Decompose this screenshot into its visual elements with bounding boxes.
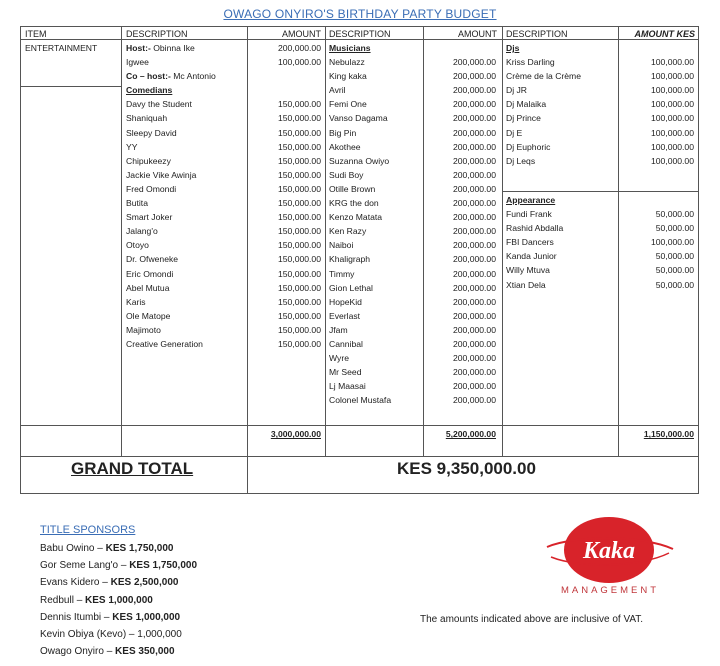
line-item-amount: 100,000.00 [650,99,694,110]
header-description: DESCRIPTION [329,29,391,39]
line-item-amount: 200,000.00 [452,268,496,279]
line-item-amount: 150,000.00 [277,141,321,152]
line-item-description: Jackie Vike Awinja [126,169,197,180]
sponsors-list [40,540,197,660]
line-item-description: Fundi Frank [506,209,552,220]
line-item-description: Nebulazz [329,57,365,68]
line-item-amount: 150,000.00 [277,198,321,209]
line-item-amount: 100,000.00 [650,127,694,138]
line-item-amount: 200,000.00 [452,183,496,194]
line-item-description: Dj E [506,127,523,138]
line-item-description: Creative Generation [126,338,203,349]
line-item-description: Big Pin [329,127,357,138]
line-item-amount: 100,000.00 [650,141,694,152]
logo-emblem [535,513,685,601]
line-item-amount: 150,000.00 [277,183,321,194]
line-item-amount [618,193,694,207]
line-item-amount: 200,000.00 [452,57,496,68]
line-item-amount: 100,000.00 [650,85,694,96]
budget-table [20,26,699,494]
sponsor-item [40,592,197,609]
line-item-description: Femi One [329,99,367,110]
line-item-description: Majimoto [126,324,161,335]
line-item-description: Wyre [329,353,349,364]
line-item-description: Akothee [329,141,361,152]
line-item-description: Karis [126,296,146,307]
line-item-description: Shaniquah [126,113,168,124]
section-divider [502,191,698,192]
total-djs: 1,150,000.00 [643,429,694,439]
line-item-description: Colonel Mustafa [329,395,392,406]
line-item-description: HopeKid [329,296,362,307]
col1-amounts [247,41,321,351]
col2-amounts [423,41,496,407]
line-item-amount: 150,000.00 [277,282,321,293]
total-musicians: 5,200,000.00 [445,429,496,439]
line-item-amount: 100,000.00 [650,57,694,68]
line-item-amount: 50,000.00 [655,223,694,234]
section-heading: Comedians [126,85,173,96]
line-item-amount: 200,000.00 [452,85,496,96]
line-item-amount: 200,000.00 [452,198,496,209]
line-item-description: Fred Omondi [126,183,177,194]
line-item-amount: 200,000.00 [452,338,496,349]
line-item-description: Timmy [329,268,355,279]
line-item-description: Otille Brown [329,183,376,194]
row-divider [21,86,121,87]
line-item-description: Co – host:- Mc Antonio [126,71,216,82]
col-divider [121,27,122,456]
line-item-description: Kriss Darling [506,57,555,68]
line-item-description: Jalang'o [126,226,158,237]
line-item-amount: 200,000.00 [452,310,496,321]
line-item-amount: 200,000.00 [452,324,496,335]
header-amount-kes: AMOUNT KES [634,29,695,39]
kaka-management-logo [535,513,685,601]
grandtotal-divider [21,456,698,457]
line-item-amount: 50,000.00 [655,251,694,262]
sponsor-amount: KES 2,500,000 [110,577,179,589]
line-item-description: Suzanna Owiyo [329,155,390,166]
line-item-amount: 50,000.00 [655,209,694,220]
item-label: ENTERTAINMENT [25,43,98,53]
line-item-description: King kaka [329,71,367,82]
header-description: DESCRIPTION [506,29,568,39]
sponsor-name: Gor Seme Lang'o – [40,560,130,572]
sponsor-name: Evans Kidero – [40,577,111,589]
col1-descriptions [126,41,246,351]
line-item-amount: 150,000.00 [277,155,321,166]
line-item-description: Chipukeezy [126,155,171,166]
line-item-description: Abel Mutua [126,282,170,293]
line-item-amount: 200,000.00 [452,395,496,406]
section-heading: Appearance [506,195,556,205]
line-item-amount: 200,000.00 [452,353,496,364]
line-item-description: Kanda Junior [506,251,557,262]
sponsor-amount: KES 1,750,000 [129,560,198,572]
line-item-description: Avril [329,85,346,96]
line-item-description: YY [126,141,138,152]
col3-amounts [618,41,694,168]
line-item-description: Everlast [329,310,361,321]
sponsor-name: Owago Onyiro – [40,646,116,658]
line-item-amount: 100,000.00 [650,237,694,248]
line-item-amount: 150,000.00 [277,113,321,124]
budget-title: OWAGO ONYIRO'S BIRTHDAY PARTY BUDGET [223,7,497,21]
line-item-description: Dj Prince [506,113,541,124]
sponsor-item [40,609,197,626]
line-item-amount: 200,000.00 [452,99,496,110]
line-item-amount: 150,000.00 [277,268,321,279]
line-item-amount: 200,000.00 [452,113,496,124]
sponsor-name: Dennis Itumbi – [40,611,113,623]
line-item-amount: 200,000.00 [452,226,496,237]
line-item-amount: 200,000.00 [452,155,496,166]
line-item-amount: 200,000.00 [452,367,496,378]
section-heading: Musicians [329,43,371,53]
sponsor-item [40,626,197,643]
line-item-amount: 200,000.00 [277,43,321,53]
line-item-description: Davy the Student [126,99,192,110]
line-item-description: Crème de la Crème [506,71,581,82]
line-item-description: Dj Malaika [506,99,547,110]
line-item-description: KRG the don [329,198,379,209]
line-item-description: Kenzo Matata [329,212,383,223]
line-item-amount [247,83,321,97]
line-item-amount: 50,000.00 [655,265,694,276]
line-item-amount: 200,000.00 [452,127,496,138]
line-item-description: Smart Joker [126,212,173,223]
line-item-amount: 200,000.00 [452,254,496,265]
line-item-description: Jfam [329,324,348,335]
col2-descriptions [329,41,423,407]
line-item-description: Sleepy David [126,127,177,138]
line-item-description: Dr. Ofweneke [126,254,179,265]
line-item-amount [247,69,321,83]
header-amount: AMOUNT [458,29,497,39]
sponsor-amount: KES 1,000,000 [85,594,153,606]
line-item-amount: 150,000.00 [277,254,321,265]
grand-total-label: GRAND TOTAL [71,459,194,478]
grand-total-amount: KES 9,350,000.00 [397,459,536,478]
line-item-description: Eric Omondi [126,268,174,279]
vat-footnote: The amounts indicated above are inclusive of VAT. [420,614,644,625]
line-item-description: Cannibal [329,338,363,349]
line-item-description: Mr Seed [329,367,362,378]
totals-divider [21,425,698,426]
line-item-amount: 150,000.00 [277,338,321,349]
col-divider [502,27,503,456]
line-item-description: Ken Razy [329,226,367,237]
line-item-description: Dj Euphoric [506,141,551,152]
line-item-description: Lj Maasai [329,381,366,392]
sponsors-title: TITLE SPONSORS [40,524,136,536]
line-item-description: Sudi Boy [329,169,364,180]
line-item-amount: 150,000.00 [277,99,321,110]
line-item-description: Ole Matope [126,310,171,321]
line-item-amount: 200,000.00 [452,141,496,152]
line-item-amount: 150,000.00 [277,240,321,251]
header-divider [21,39,698,40]
line-item-amount: 200,000.00 [452,296,496,307]
line-item-description: Dj Leqs [506,155,536,166]
line-item-description: Dj JR [506,85,528,96]
line-item-amount: 100,000.00 [650,155,694,166]
line-item-description: Igwee [126,57,149,68]
line-item-amount: 150,000.00 [277,169,321,180]
line-item-description: Xtian Dela [506,279,546,290]
col3b-descriptions [506,193,616,292]
line-item-amount: 100,000.00 [650,71,694,82]
sponsor-item [40,574,197,591]
sponsor-amount: KES 350,000 [115,646,175,658]
line-item-description: Otoyo [126,240,149,251]
section-heading: Djs [506,43,520,53]
line-item-description: Rashid Abdalla [506,223,564,234]
col3-descriptions [506,41,616,168]
line-item-amount: 150,000.00 [277,127,321,138]
line-item-amount [423,41,496,55]
total-comedians: 3,000,000.00 [270,429,321,439]
line-item-amount: 150,000.00 [277,226,321,237]
col-divider [325,27,326,456]
header-amount: AMOUNT [282,29,321,39]
sponsor-name: Kevin Obiya (Kevo) – [40,629,138,641]
line-item-amount: 150,000.00 [277,212,321,223]
line-item-amount: 200,000.00 [452,71,496,82]
line-item-amount: 200,000.00 [452,381,496,392]
line-item-description: Vanso Dagama [329,113,388,124]
sponsor-item [40,540,197,557]
line-item-description: Host:- Obinna Ike [126,43,195,53]
col3b-amounts [618,193,694,292]
line-item-description: Gion Lethal [329,282,373,293]
line-item-amount: 200,000.00 [452,282,496,293]
line-item-description: Khaligraph [329,254,371,265]
line-item-description: FBI Dancers [506,237,554,248]
line-item-amount: 200,000.00 [452,169,496,180]
line-item-description: Willy Mtuva [506,265,550,276]
sponsor-item [40,643,197,660]
line-item-amount: 200,000.00 [452,212,496,223]
header-item: ITEM [25,29,47,39]
sponsor-amount: 1,000,000 [137,629,182,641]
sponsor-item [40,557,197,574]
logo-subtitle: MANAGEMENT [560,585,660,596]
line-item-amount: 150,000.00 [277,324,321,335]
sponsor-amount: KES 1,750,000 [105,543,174,554]
line-item-amount: 50,000.00 [655,279,694,290]
logo-wordmark: Kaka [582,538,636,564]
header-description: DESCRIPTION [126,29,188,39]
line-item-amount: 100,000.00 [277,57,321,68]
line-item-description: Butita [126,198,148,209]
line-item-amount: 150,000.00 [277,296,321,307]
sponsor-amount: KES 1,000,000 [112,611,181,623]
line-item-amount: 150,000.00 [277,310,321,321]
sponsor-name: Redbull – [40,594,86,606]
sponsor-name: Babu Owino – [40,543,106,554]
line-item-amount [618,41,694,55]
line-item-amount: 100,000.00 [650,113,694,124]
line-item-description: Naiboi [329,240,354,251]
line-item-amount: 200,000.00 [452,240,496,251]
